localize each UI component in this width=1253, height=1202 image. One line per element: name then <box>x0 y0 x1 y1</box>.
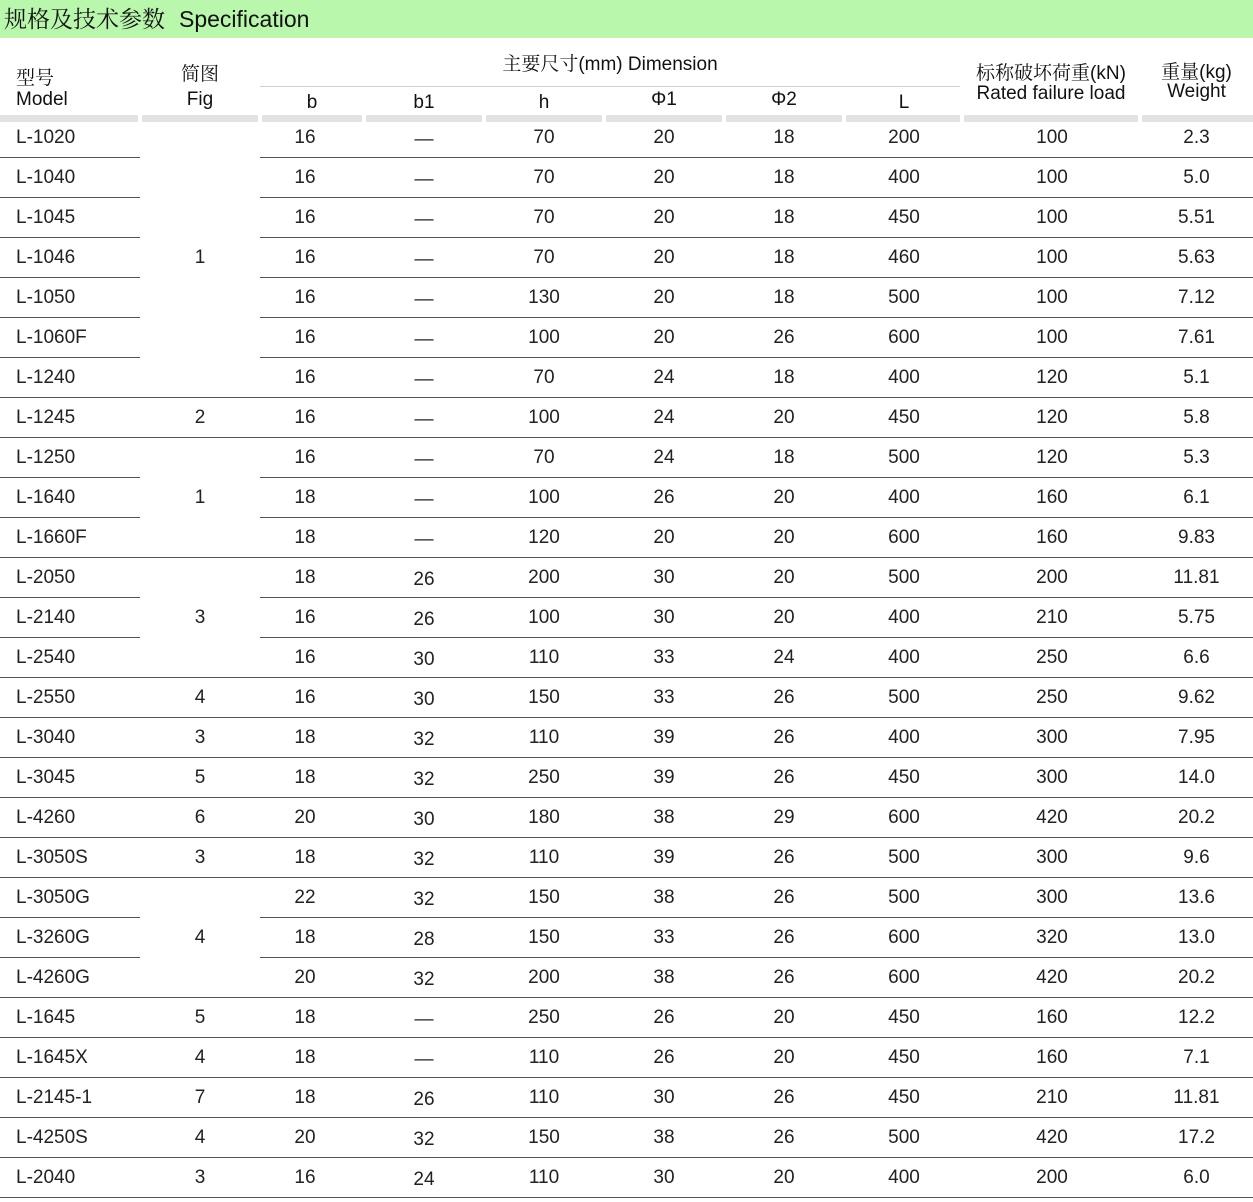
cell-phi2: 26 <box>773 767 795 788</box>
cell-model: L-1050 <box>16 287 76 308</box>
cell-model: L-1645X <box>16 1047 88 1068</box>
cell-b: 16 <box>294 1167 316 1188</box>
cell-h: 110 <box>528 1047 560 1068</box>
cell-model: L-3050S <box>16 847 88 868</box>
cell-b: 20 <box>294 1127 316 1148</box>
cell-phi2: 18 <box>773 287 795 308</box>
cell-phi1: 26 <box>653 487 675 508</box>
cell-phi1: 38 <box>653 1127 675 1148</box>
cell-b1: 30 <box>413 649 435 670</box>
cell-model: L-1046 <box>16 247 76 268</box>
cell-weight: 12.2 <box>1178 1007 1215 1028</box>
cell-model: L-3050G <box>16 887 90 908</box>
header-load-cn: 标称破坏荷重(kN) <box>976 63 1126 84</box>
cell-h: 100 <box>528 607 560 628</box>
cell-l: 500 <box>888 567 920 588</box>
cell-l: 460 <box>888 247 920 268</box>
cell-phi1: 39 <box>653 727 675 748</box>
cell-b1: 32 <box>413 769 435 790</box>
cell-h: 200 <box>528 567 560 588</box>
cell-weight: 20.2 <box>1178 967 1215 988</box>
cell-model: L-3045 <box>16 767 76 788</box>
cell-phi1: 24 <box>653 447 675 468</box>
cell-h: 250 <box>528 767 560 788</box>
cell-load: 200 <box>1036 567 1068 588</box>
cell-b1: — <box>414 289 434 310</box>
cell-phi2: 20 <box>773 407 795 428</box>
cell-model: L-1045 <box>16 207 76 228</box>
cell-phi1: 39 <box>653 767 675 788</box>
cell-model: L-2050 <box>16 567 76 588</box>
cell-h: 70 <box>533 447 555 468</box>
cell-weight: 17.2 <box>1178 1127 1215 1148</box>
cell-phi1: 30 <box>653 607 675 628</box>
cell-l: 450 <box>888 1087 920 1108</box>
cell-phi2: 26 <box>773 967 795 988</box>
header-model-en: Model <box>16 89 68 110</box>
cell-l: 450 <box>888 407 920 428</box>
cell-b1: 32 <box>413 969 435 990</box>
cell-load: 100 <box>1036 167 1068 188</box>
cell-b: 16 <box>294 127 316 148</box>
cell-phi2: 20 <box>773 487 795 508</box>
cell-b: 16 <box>294 687 316 708</box>
cell-model: L-2040 <box>16 1167 76 1188</box>
cell-phi2: 29 <box>773 807 795 828</box>
fig-group-label: 2 <box>194 407 206 428</box>
cell-b1: 26 <box>413 1089 435 1110</box>
cell-h: 110 <box>528 647 560 668</box>
cell-weight: 5.0 <box>1183 167 1210 188</box>
cell-b1: 32 <box>413 1129 435 1150</box>
cell-weight: 7.61 <box>1178 327 1215 348</box>
cell-b1: — <box>414 169 434 190</box>
cell-load: 120 <box>1036 447 1068 468</box>
cell-weight: 6.6 <box>1183 647 1210 668</box>
cell-phi2: 26 <box>773 1127 795 1148</box>
cell-phi1: 38 <box>653 967 675 988</box>
cell-b: 16 <box>294 207 316 228</box>
cell-phi2: 26 <box>773 727 795 748</box>
header-phi2: Φ2 <box>771 89 797 110</box>
cell-weight: 6.0 <box>1183 1167 1210 1188</box>
cell-b1: — <box>414 1009 434 1030</box>
cell-h: 70 <box>533 367 555 388</box>
cell-h: 150 <box>528 887 560 908</box>
cell-b: 16 <box>294 247 316 268</box>
cell-l: 600 <box>888 327 920 348</box>
cell-phi1: 30 <box>653 1087 675 1108</box>
cell-load: 300 <box>1036 727 1068 748</box>
cell-model: L-1060F <box>16 327 87 348</box>
cell-weight: 7.1 <box>1183 1047 1210 1068</box>
cell-model: L-3260G <box>16 927 90 948</box>
cell-l: 600 <box>888 927 920 948</box>
cell-h: 120 <box>528 527 560 548</box>
header-fig-en: Fig <box>186 89 214 110</box>
header-b1: b1 <box>413 92 435 113</box>
cell-weight: 9.62 <box>1178 687 1215 708</box>
cell-model: L-2550 <box>16 687 76 708</box>
cell-l: 600 <box>888 807 920 828</box>
cell-model: L-1250 <box>16 447 76 468</box>
cell-h: 110 <box>528 1167 560 1188</box>
cell-b: 18 <box>294 727 316 748</box>
table-header <box>0 38 1253 122</box>
cell-b: 16 <box>294 327 316 348</box>
cell-h: 250 <box>528 1007 560 1028</box>
cell-load: 160 <box>1036 1007 1068 1028</box>
fig-group-label: 5 <box>194 1007 206 1028</box>
cell-b1: — <box>414 369 434 390</box>
fig-group-label: 4 <box>194 927 206 948</box>
header-fig-cn: 简图 <box>180 64 219 85</box>
cell-l: 400 <box>888 1167 920 1188</box>
cell-phi2: 20 <box>773 527 795 548</box>
fig-group-label: 3 <box>194 847 206 868</box>
cell-b: 16 <box>294 607 316 628</box>
fig-group-label: 1 <box>194 487 206 508</box>
cell-phi1: 20 <box>653 327 675 348</box>
cell-b: 16 <box>294 367 316 388</box>
cell-b1: — <box>414 129 434 150</box>
cell-model: L-1640 <box>16 487 76 508</box>
cell-h: 100 <box>528 487 560 508</box>
cell-phi2: 18 <box>773 367 795 388</box>
header-L: L <box>898 92 910 113</box>
cell-phi1: 24 <box>653 367 675 388</box>
cell-weight: 6.1 <box>1183 487 1210 508</box>
cell-l: 500 <box>888 1127 920 1148</box>
cell-weight: 5.1 <box>1183 367 1210 388</box>
cell-b1: — <box>414 209 434 230</box>
cell-b: 20 <box>294 967 316 988</box>
cell-weight: 13.0 <box>1178 927 1215 948</box>
cell-b1: 32 <box>413 889 435 910</box>
cell-b: 18 <box>294 527 316 548</box>
fig-group-label: 4 <box>194 687 206 708</box>
cell-phi1: 33 <box>653 687 675 708</box>
header-dimension: 主要尺寸(mm) Dimension <box>502 54 718 75</box>
cell-b1: 24 <box>413 1169 435 1190</box>
cell-load: 100 <box>1036 207 1068 228</box>
cell-load: 200 <box>1036 1167 1068 1188</box>
cell-b1: 32 <box>413 849 435 870</box>
cell-b1: 32 <box>413 729 435 750</box>
cell-load: 100 <box>1036 327 1068 348</box>
cell-l: 400 <box>888 727 920 748</box>
title-bar <box>0 0 1253 38</box>
cell-model: L-4260 <box>16 807 76 828</box>
cell-l: 500 <box>888 847 920 868</box>
cell-load: 300 <box>1036 887 1068 908</box>
cell-weight: 7.95 <box>1178 727 1215 748</box>
cell-load: 420 <box>1036 967 1068 988</box>
cell-load: 250 <box>1036 647 1068 668</box>
cell-h: 70 <box>533 167 555 188</box>
cell-b: 18 <box>294 767 316 788</box>
cell-b: 18 <box>294 847 316 868</box>
header-weight-cn: 重量(kg) <box>1161 62 1232 83</box>
cell-weight: 5.51 <box>1178 207 1215 228</box>
cell-b: 18 <box>294 1087 316 1108</box>
cell-h: 150 <box>528 1127 560 1148</box>
cell-load: 420 <box>1036 1127 1068 1148</box>
cell-h: 70 <box>533 207 555 228</box>
cell-phi1: 26 <box>653 1007 675 1028</box>
cell-load: 160 <box>1036 487 1068 508</box>
cell-b1: — <box>414 489 434 510</box>
cell-phi1: 26 <box>653 1047 675 1068</box>
cell-h: 150 <box>528 687 560 708</box>
cell-phi2: 20 <box>773 567 795 588</box>
cell-load: 160 <box>1036 527 1068 548</box>
cell-load: 210 <box>1036 1087 1068 1108</box>
cell-l: 500 <box>888 287 920 308</box>
cell-b1: 30 <box>413 809 435 830</box>
cell-weight: 2.3 <box>1183 127 1210 148</box>
cell-load: 420 <box>1036 807 1068 828</box>
cell-weight: 5.63 <box>1178 247 1215 268</box>
cell-h: 100 <box>528 407 560 428</box>
cell-b1: 26 <box>413 569 435 590</box>
cell-model: L-4250S <box>16 1127 88 1148</box>
cell-weight: 5.3 <box>1183 447 1210 468</box>
cell-b1: — <box>414 449 434 470</box>
cell-weight: 20.2 <box>1178 807 1215 828</box>
cell-weight: 9.83 <box>1178 527 1215 548</box>
cell-h: 70 <box>533 127 555 148</box>
cell-model: L-2140 <box>16 607 76 628</box>
header-h: h <box>538 92 550 113</box>
fig-group-label: 3 <box>194 607 206 628</box>
cell-l: 450 <box>888 1007 920 1028</box>
fig-group-label: 7 <box>194 1087 206 1108</box>
cell-h: 180 <box>528 807 560 828</box>
cell-phi2: 18 <box>773 167 795 188</box>
fig-group-label: 3 <box>194 727 206 748</box>
cell-load: 250 <box>1036 687 1068 708</box>
cell-b1: — <box>414 329 434 350</box>
cell-load: 100 <box>1036 127 1068 148</box>
cell-b: 18 <box>294 1007 316 1028</box>
cell-b: 16 <box>294 447 316 468</box>
fig-group-label: 6 <box>194 807 206 828</box>
fig-group-label: 1 <box>194 247 206 268</box>
cell-load: 300 <box>1036 847 1068 868</box>
cell-l: 500 <box>888 687 920 708</box>
cell-phi2: 18 <box>773 207 795 228</box>
cell-l: 500 <box>888 887 920 908</box>
cell-l: 400 <box>888 367 920 388</box>
cell-l: 400 <box>888 647 920 668</box>
cell-phi2: 20 <box>773 607 795 628</box>
header-weight-en: Weight <box>1167 81 1226 102</box>
cell-h: 150 <box>528 927 560 948</box>
cell-load: 320 <box>1036 927 1068 948</box>
fig-group-label: 3 <box>194 1167 206 1188</box>
cell-model: L-1240 <box>16 367 76 388</box>
header-model-cn: 型号 <box>16 68 55 89</box>
cell-load: 120 <box>1036 367 1068 388</box>
cell-b1: — <box>414 249 434 270</box>
cell-weight: 13.6 <box>1178 887 1215 908</box>
cell-b: 22 <box>294 887 316 908</box>
cell-phi1: 24 <box>653 407 675 428</box>
cell-phi1: 30 <box>653 567 675 588</box>
cell-phi1: 33 <box>653 647 675 668</box>
title-en: Specification <box>179 6 310 32</box>
cell-phi2: 18 <box>773 127 795 148</box>
cell-phi2: 20 <box>773 1007 795 1028</box>
cell-model: L-2145-1 <box>16 1087 93 1108</box>
cell-phi1: 39 <box>653 847 675 868</box>
cell-b: 16 <box>294 167 316 188</box>
cell-b1: — <box>414 529 434 550</box>
cell-weight: 9.6 <box>1183 847 1210 868</box>
cell-load: 120 <box>1036 407 1068 428</box>
cell-phi1: 20 <box>653 207 675 228</box>
cell-phi2: 20 <box>773 1167 795 1188</box>
cell-weight: 11.81 <box>1173 1087 1220 1108</box>
cell-l: 450 <box>888 1047 920 1068</box>
fig-group-label: 4 <box>194 1127 206 1148</box>
header-load-en: Rated failure load <box>976 83 1126 104</box>
cell-phi2: 24 <box>773 647 795 668</box>
cell-l: 400 <box>888 167 920 188</box>
title-cn: 规格及技术参数 <box>4 6 165 32</box>
cell-b1: — <box>414 409 434 430</box>
cell-model: L-1020 <box>16 127 76 148</box>
cell-h: 130 <box>528 287 560 308</box>
cell-b: 18 <box>294 487 316 508</box>
cell-model: L-3040 <box>16 727 76 748</box>
cell-load: 210 <box>1036 607 1068 628</box>
cell-b: 16 <box>294 287 316 308</box>
cell-phi1: 33 <box>653 927 675 948</box>
cell-phi1: 38 <box>653 887 675 908</box>
cell-l: 600 <box>888 527 920 548</box>
cell-b: 20 <box>294 807 316 828</box>
cell-model: L-2540 <box>16 647 76 668</box>
cell-h: 200 <box>528 967 560 988</box>
fig-group-label: 5 <box>194 767 206 788</box>
cell-load: 160 <box>1036 1047 1068 1068</box>
cell-load: 100 <box>1036 247 1068 268</box>
cell-model: L-1660F <box>16 527 87 548</box>
cell-model: L-4260G <box>16 967 90 988</box>
cell-phi1: 20 <box>653 167 675 188</box>
cell-b1: 26 <box>413 609 435 630</box>
cell-weight: 14.0 <box>1178 767 1215 788</box>
cell-phi2: 26 <box>773 847 795 868</box>
cell-l: 450 <box>888 767 920 788</box>
cell-weight: 7.12 <box>1178 287 1215 308</box>
cell-b: 18 <box>294 927 316 948</box>
cell-load: 100 <box>1036 287 1068 308</box>
fig-group-label: 4 <box>194 1047 206 1068</box>
cell-b1: 28 <box>413 929 435 950</box>
cell-weight: 5.8 <box>1183 407 1210 428</box>
cell-l: 450 <box>888 207 920 228</box>
cell-phi1: 20 <box>653 127 675 148</box>
cell-b: 16 <box>294 407 316 428</box>
cell-phi2: 18 <box>773 447 795 468</box>
cell-phi1: 30 <box>653 1167 675 1188</box>
cell-l: 200 <box>888 127 920 148</box>
cell-phi1: 20 <box>653 287 675 308</box>
cell-phi2: 18 <box>773 247 795 268</box>
header-b: b <box>306 92 318 113</box>
cell-phi2: 26 <box>773 887 795 908</box>
cell-phi2: 26 <box>773 327 795 348</box>
cell-l: 400 <box>888 487 920 508</box>
cell-h: 70 <box>533 247 555 268</box>
cell-phi2: 26 <box>773 927 795 948</box>
cell-model: L-1040 <box>16 167 76 188</box>
cell-load: 300 <box>1036 767 1068 788</box>
cell-phi2: 20 <box>773 1047 795 1068</box>
cell-phi2: 26 <box>773 1087 795 1108</box>
cell-phi2: 26 <box>773 687 795 708</box>
cell-model: L-1245 <box>16 407 76 428</box>
cell-h: 110 <box>528 847 560 868</box>
cell-b: 18 <box>294 1047 316 1068</box>
cell-l: 600 <box>888 967 920 988</box>
cell-b1: 30 <box>413 689 435 710</box>
cell-h: 110 <box>528 727 560 748</box>
cell-b: 16 <box>294 647 316 668</box>
header-phi1: Φ1 <box>651 89 677 110</box>
cell-phi1: 20 <box>653 527 675 548</box>
cell-b1: — <box>414 1049 434 1070</box>
cell-b: 18 <box>294 567 316 588</box>
cell-l: 400 <box>888 607 920 628</box>
cell-weight: 11.81 <box>1173 567 1220 588</box>
cell-phi1: 20 <box>653 247 675 268</box>
cell-h: 100 <box>528 327 560 348</box>
cell-weight: 5.75 <box>1178 607 1215 628</box>
cell-model: L-1645 <box>16 1007 76 1028</box>
cell-l: 500 <box>888 447 920 468</box>
cell-h: 110 <box>528 1087 560 1108</box>
header-dimension-divider <box>260 86 960 87</box>
cell-phi1: 38 <box>653 807 675 828</box>
